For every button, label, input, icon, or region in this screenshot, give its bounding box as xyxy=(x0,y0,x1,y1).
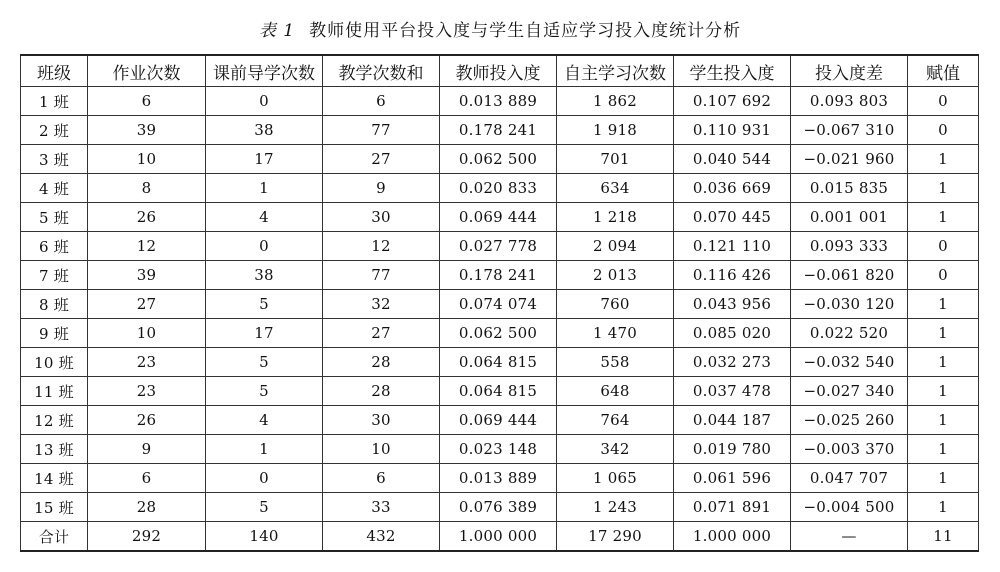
table-row xyxy=(21,261,979,290)
cell-engagement-difference: −0.030 120 xyxy=(791,290,908,319)
table-row xyxy=(21,232,979,261)
cell-self-study-count: 1 470 xyxy=(557,319,674,348)
cell-teaching-total: 30 xyxy=(323,203,440,232)
cell-student-engagement: 0.061 596 xyxy=(674,464,791,493)
cell-engagement-difference: 0.093 803 xyxy=(791,87,908,116)
cell-engagement-difference: −0.061 820 xyxy=(791,261,908,290)
cell-teacher-engagement: 0.013 889 xyxy=(440,464,557,493)
total-student-engagement: 1.000 000 xyxy=(674,522,791,552)
cell-pre-class-guide-count: 17 xyxy=(206,319,323,348)
cell-class: 2 班 xyxy=(21,116,88,145)
table-row xyxy=(21,116,979,145)
cell-student-engagement: 0.121 110 xyxy=(674,232,791,261)
cell-homework-count: 26 xyxy=(88,203,206,232)
cell-pre-class-guide-count: 1 xyxy=(206,435,323,464)
cell-student-engagement: 0.044 187 xyxy=(674,406,791,435)
cell-class: 1 班 xyxy=(21,87,88,116)
cell-class: 13 班 xyxy=(21,435,88,464)
total-self-study-count: 17 290 xyxy=(557,522,674,552)
cell-pre-class-guide-count: 38 xyxy=(206,116,323,145)
cell-teacher-engagement: 0.023 148 xyxy=(440,435,557,464)
cell-class: 6 班 xyxy=(21,232,88,261)
cell-pre-class-guide-count: 0 xyxy=(206,464,323,493)
cell-student-engagement: 0.043 956 xyxy=(674,290,791,319)
cell-teaching-total: 9 xyxy=(323,174,440,203)
table-body xyxy=(21,87,979,552)
cell-assigned-value: 0 xyxy=(908,232,979,261)
cell-assigned-value: 1 xyxy=(908,290,979,319)
total-homework-count: 292 xyxy=(88,522,206,552)
cell-pre-class-guide-count: 4 xyxy=(206,203,323,232)
cell-engagement-difference: −0.025 260 xyxy=(791,406,908,435)
cell-student-engagement: 0.071 891 xyxy=(674,493,791,522)
header-engagement-difference: 投入度差 xyxy=(791,55,908,87)
cell-assigned-value: 0 xyxy=(908,116,979,145)
cell-teacher-engagement: 0.076 389 xyxy=(440,493,557,522)
cell-engagement-difference: −0.032 540 xyxy=(791,348,908,377)
cell-student-engagement: 0.019 780 xyxy=(674,435,791,464)
cell-engagement-difference: −0.027 340 xyxy=(791,377,908,406)
table-row xyxy=(21,174,979,203)
table-row xyxy=(21,377,979,406)
header-student-engagement: 学生投入度 xyxy=(674,55,791,87)
cell-class: 14 班 xyxy=(21,464,88,493)
cell-class: 11 班 xyxy=(21,377,88,406)
cell-homework-count: 23 xyxy=(88,348,206,377)
cell-homework-count: 9 xyxy=(88,435,206,464)
cell-teaching-total: 77 xyxy=(323,261,440,290)
cell-engagement-difference: 0.022 520 xyxy=(791,319,908,348)
cell-teacher-engagement: 0.013 889 xyxy=(440,87,557,116)
cell-teaching-total: 77 xyxy=(323,116,440,145)
header-row xyxy=(21,55,979,87)
table-row xyxy=(21,493,979,522)
cell-self-study-count: 1 065 xyxy=(557,464,674,493)
cell-homework-count: 12 xyxy=(88,232,206,261)
cell-pre-class-guide-count: 17 xyxy=(206,145,323,174)
header-homework-count: 作业次数 xyxy=(88,55,206,87)
table-title: 教师使用平台投入度与学生自适应学习投入度统计分析 xyxy=(309,21,742,41)
cell-engagement-difference: 0.047 707 xyxy=(791,464,908,493)
cell-student-engagement: 0.036 669 xyxy=(674,174,791,203)
header-self-study-count: 自主学习次数 xyxy=(557,55,674,87)
cell-class: 9 班 xyxy=(21,319,88,348)
cell-teaching-total: 28 xyxy=(323,377,440,406)
cell-self-study-count: 1 218 xyxy=(557,203,674,232)
cell-class: 4 班 xyxy=(21,174,88,203)
cell-engagement-difference: −0.067 310 xyxy=(791,116,908,145)
cell-teacher-engagement: 0.062 500 xyxy=(440,145,557,174)
table-row xyxy=(21,87,979,116)
cell-teacher-engagement: 0.064 815 xyxy=(440,377,557,406)
cell-teacher-engagement: 0.027 778 xyxy=(440,232,557,261)
cell-homework-count: 23 xyxy=(88,377,206,406)
cell-self-study-count: 1 243 xyxy=(557,493,674,522)
cell-student-engagement: 0.116 426 xyxy=(674,261,791,290)
header-class: 班级 xyxy=(21,55,88,87)
total-teaching-total: 432 xyxy=(323,522,440,552)
cell-pre-class-guide-count: 0 xyxy=(206,87,323,116)
cell-assigned-value: 1 xyxy=(908,203,979,232)
cell-engagement-difference: 0.001 001 xyxy=(791,203,908,232)
cell-pre-class-guide-count: 5 xyxy=(206,348,323,377)
table-row xyxy=(21,464,979,493)
cell-teacher-engagement: 0.069 444 xyxy=(440,406,557,435)
cell-student-engagement: 0.037 478 xyxy=(674,377,791,406)
cell-student-engagement: 0.107 692 xyxy=(674,87,791,116)
cell-teaching-total: 27 xyxy=(323,319,440,348)
cell-self-study-count: 558 xyxy=(557,348,674,377)
cell-student-engagement: 0.032 273 xyxy=(674,348,791,377)
table-row xyxy=(21,406,979,435)
cell-homework-count: 39 xyxy=(88,116,206,145)
cell-teacher-engagement: 0.069 444 xyxy=(440,203,557,232)
cell-self-study-count: 342 xyxy=(557,435,674,464)
cell-teaching-total: 27 xyxy=(323,145,440,174)
cell-homework-count: 10 xyxy=(88,319,206,348)
cell-assigned-value: 1 xyxy=(908,145,979,174)
cell-assigned-value: 1 xyxy=(908,377,979,406)
total-row xyxy=(21,522,979,552)
cell-self-study-count: 760 xyxy=(557,290,674,319)
cell-class: 10 班 xyxy=(21,348,88,377)
cell-self-study-count: 2 094 xyxy=(557,232,674,261)
cell-assigned-value: 0 xyxy=(908,87,979,116)
cell-engagement-difference: −0.003 370 xyxy=(791,435,908,464)
cell-class: 12 班 xyxy=(21,406,88,435)
table-row xyxy=(21,319,979,348)
total-teacher-engagement: 1.000 000 xyxy=(440,522,557,552)
cell-homework-count: 10 xyxy=(88,145,206,174)
cell-self-study-count: 764 xyxy=(557,406,674,435)
cell-engagement-difference: 0.093 333 xyxy=(791,232,908,261)
cell-teacher-engagement: 0.020 833 xyxy=(440,174,557,203)
cell-teaching-total: 6 xyxy=(323,464,440,493)
cell-class: 8 班 xyxy=(21,290,88,319)
cell-homework-count: 39 xyxy=(88,261,206,290)
cell-self-study-count: 648 xyxy=(557,377,674,406)
cell-teaching-total: 30 xyxy=(323,406,440,435)
table-row xyxy=(21,145,979,174)
cell-pre-class-guide-count: 1 xyxy=(206,174,323,203)
cell-assigned-value: 1 xyxy=(908,435,979,464)
header-assigned-value: 赋值 xyxy=(908,55,979,87)
cell-homework-count: 6 xyxy=(88,87,206,116)
cell-engagement-difference: −0.021 960 xyxy=(791,145,908,174)
cell-engagement-difference: −0.004 500 xyxy=(791,493,908,522)
cell-assigned-value: 1 xyxy=(908,493,979,522)
cell-self-study-count: 1 862 xyxy=(557,87,674,116)
cell-pre-class-guide-count: 5 xyxy=(206,493,323,522)
table-row xyxy=(21,203,979,232)
total-pre-class-guide-count: 140 xyxy=(206,522,323,552)
cell-assigned-value: 1 xyxy=(908,348,979,377)
cell-teacher-engagement: 0.178 241 xyxy=(440,261,557,290)
cell-class: 3 班 xyxy=(21,145,88,174)
cell-teaching-total: 28 xyxy=(323,348,440,377)
cell-assigned-value: 1 xyxy=(908,319,979,348)
cell-student-engagement: 0.110 931 xyxy=(674,116,791,145)
table-row xyxy=(21,290,979,319)
cell-pre-class-guide-count: 38 xyxy=(206,261,323,290)
cell-class: 7 班 xyxy=(21,261,88,290)
cell-assigned-value: 1 xyxy=(908,174,979,203)
cell-teaching-total: 6 xyxy=(323,87,440,116)
cell-class: 5 班 xyxy=(21,203,88,232)
cell-teaching-total: 33 xyxy=(323,493,440,522)
cell-assigned-value: 1 xyxy=(908,464,979,493)
cell-self-study-count: 701 xyxy=(557,145,674,174)
cell-teaching-total: 10 xyxy=(323,435,440,464)
cell-self-study-count: 1 918 xyxy=(557,116,674,145)
cell-teaching-total: 32 xyxy=(323,290,440,319)
cell-pre-class-guide-count: 5 xyxy=(206,377,323,406)
total-engagement-difference: — xyxy=(791,522,908,552)
total-assigned-value: 11 xyxy=(908,522,979,552)
header-pre-class-guide-count: 课前导学次数 xyxy=(206,55,323,87)
cell-student-engagement: 0.085 020 xyxy=(674,319,791,348)
cell-pre-class-guide-count: 5 xyxy=(206,290,323,319)
cell-homework-count: 27 xyxy=(88,290,206,319)
cell-teaching-total: 12 xyxy=(323,232,440,261)
cell-assigned-value: 1 xyxy=(908,406,979,435)
cell-homework-count: 26 xyxy=(88,406,206,435)
cell-pre-class-guide-count: 0 xyxy=(206,232,323,261)
header-teacher-engagement: 教师投入度 xyxy=(440,55,557,87)
cell-teacher-engagement: 0.074 074 xyxy=(440,290,557,319)
cell-teacher-engagement: 0.064 815 xyxy=(440,348,557,377)
cell-student-engagement: 0.040 544 xyxy=(674,145,791,174)
cell-pre-class-guide-count: 4 xyxy=(206,406,323,435)
table-number: 表 1 xyxy=(258,21,296,41)
cell-teacher-engagement: 0.062 500 xyxy=(440,319,557,348)
cell-assigned-value: 0 xyxy=(908,261,979,290)
cell-engagement-difference: 0.015 835 xyxy=(791,174,908,203)
table-caption xyxy=(0,20,1000,42)
cell-self-study-count: 634 xyxy=(557,174,674,203)
cell-teacher-engagement: 0.178 241 xyxy=(440,116,557,145)
table-row xyxy=(21,435,979,464)
cell-homework-count: 6 xyxy=(88,464,206,493)
cell-homework-count: 8 xyxy=(88,174,206,203)
cell-self-study-count: 2 013 xyxy=(557,261,674,290)
statistics-table xyxy=(20,54,979,552)
total-class: 合计 xyxy=(21,522,88,552)
cell-homework-count: 28 xyxy=(88,493,206,522)
cell-class: 15 班 xyxy=(21,493,88,522)
header-teaching-total: 教学次数和 xyxy=(323,55,440,87)
cell-student-engagement: 0.070 445 xyxy=(674,203,791,232)
table-row xyxy=(21,348,979,377)
